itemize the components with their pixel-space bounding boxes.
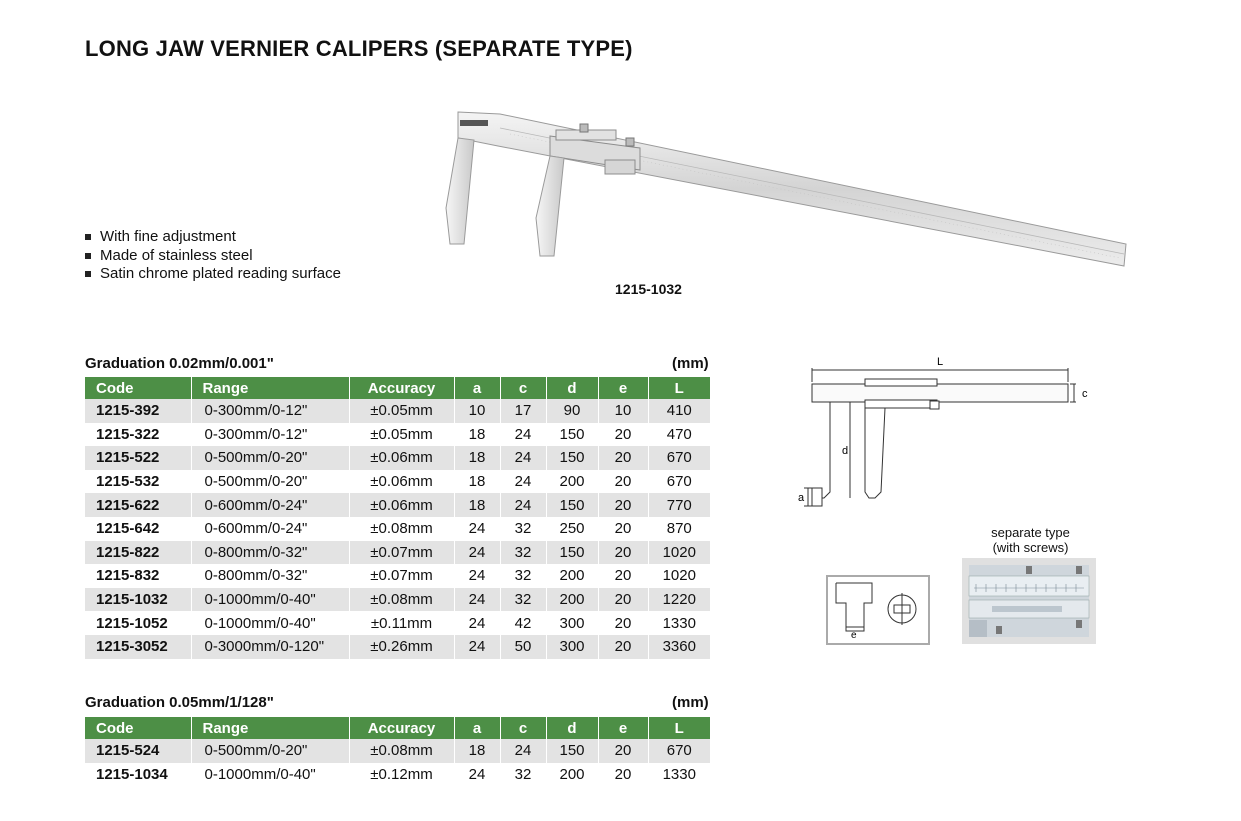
table-row (85, 470, 710, 494)
table-cell: 1330 (648, 611, 710, 635)
table-cell: 0-300mm/0-12" (191, 423, 349, 447)
feature-item: Made of stainless steel (85, 247, 341, 266)
model-code-cell: 1215-524 (85, 739, 191, 763)
table-cell: 670 (648, 446, 710, 470)
table-cell: 20 (598, 470, 648, 494)
table-cell: 50 (500, 635, 546, 659)
column-header: Range (191, 717, 349, 739)
table-row (85, 493, 710, 517)
table-cell: 200 (546, 588, 598, 612)
table-cell: 20 (598, 564, 648, 588)
table-cell: 24 (500, 739, 546, 763)
page-title: LONG JAW VERNIER CALIPERS (SEPARATE TYPE) (85, 36, 633, 61)
model-code-cell: 1215-392 (85, 399, 191, 423)
caliper-product-image (440, 108, 1130, 268)
table-cell: 200 (546, 564, 598, 588)
table-cell: 20 (598, 493, 648, 517)
table-cell: 0-1000mm/0-40" (191, 588, 349, 612)
spec-table-2 (85, 717, 710, 786)
table-cell: 32 (500, 564, 546, 588)
table-cell: 0-800mm/0-32" (191, 564, 349, 588)
table-cell: 24 (454, 635, 500, 659)
table2-unit: (mm) (672, 694, 709, 711)
column-header: c (500, 377, 546, 399)
table-cell: 32 (500, 517, 546, 541)
table-row (85, 564, 710, 588)
table-cell: 150 (546, 493, 598, 517)
model-code-cell: 1215-642 (85, 517, 191, 541)
dim-label-d: d (842, 445, 849, 457)
table-row (85, 763, 710, 787)
dim-label-e: e (851, 630, 857, 641)
table-cell: ±0.05mm (349, 399, 454, 423)
table2-graduation: Graduation 0.05mm/1/128" (85, 694, 274, 711)
column-header: e (598, 377, 648, 399)
model-code-cell: 1215-3052 (85, 635, 191, 659)
table-cell: 18 (454, 493, 500, 517)
column-header: Accuracy (349, 717, 454, 739)
table-cell: ±0.08mm (349, 739, 454, 763)
table-cell: 24 (454, 541, 500, 565)
model-code-cell: 1215-532 (85, 470, 191, 494)
table-cell: 32 (500, 763, 546, 787)
jaw-detail-diagram (826, 575, 930, 645)
column-header: Code (85, 717, 191, 739)
table-row (85, 611, 710, 635)
dim-label-a: a (798, 492, 805, 504)
table-row (85, 517, 710, 541)
column-header: L (648, 717, 710, 739)
table-cell: 17 (500, 399, 546, 423)
dim-label-c: c (1082, 388, 1088, 400)
table-cell: 870 (648, 517, 710, 541)
table-cell: 670 (648, 470, 710, 494)
table-row (85, 541, 710, 565)
table-cell: ±0.05mm (349, 423, 454, 447)
table-cell: 18 (454, 446, 500, 470)
table-cell: 0-500mm/0-20" (191, 470, 349, 494)
table-cell: 250 (546, 517, 598, 541)
table-cell: ±0.07mm (349, 564, 454, 588)
model-code-cell: 1215-622 (85, 493, 191, 517)
table-cell: 20 (598, 517, 648, 541)
table-cell: 150 (546, 739, 598, 763)
table-cell: 24 (454, 564, 500, 588)
table-cell: ±0.07mm (349, 541, 454, 565)
table-cell: ±0.06mm (349, 470, 454, 494)
spec-table-1 (85, 377, 710, 659)
table-cell: 1220 (648, 588, 710, 612)
table-cell: 42 (500, 611, 546, 635)
table-cell: 0-3000mm/0-120" (191, 635, 349, 659)
table-cell: 0-1000mm/0-40" (191, 763, 349, 787)
model-code-cell: 1215-322 (85, 423, 191, 447)
table-cell: 300 (546, 611, 598, 635)
table-cell: 24 (500, 446, 546, 470)
table-cell: ±0.08mm (349, 517, 454, 541)
model-code-cell: 1215-832 (85, 564, 191, 588)
table-cell: 20 (598, 423, 648, 447)
table-cell: 24 (454, 763, 500, 787)
table-row (85, 635, 710, 659)
dimension-diagram (790, 352, 1090, 517)
table-cell: 24 (454, 611, 500, 635)
table-header-row (85, 717, 710, 739)
separate-type-detail-image (962, 558, 1096, 644)
table-cell: 300 (546, 635, 598, 659)
table-cell: 20 (598, 611, 648, 635)
table-cell: 670 (648, 739, 710, 763)
table-cell: 24 (500, 493, 546, 517)
column-header: d (546, 377, 598, 399)
column-header: d (546, 717, 598, 739)
table-cell: 20 (598, 635, 648, 659)
feature-item: Satin chrome plated reading surface (85, 265, 341, 284)
table-cell: 200 (546, 763, 598, 787)
table-cell: ±0.06mm (349, 446, 454, 470)
table-cell: 1020 (648, 541, 710, 565)
table-cell: 20 (598, 739, 648, 763)
table-cell: 18 (454, 739, 500, 763)
table-row (85, 446, 710, 470)
column-header: a (454, 717, 500, 739)
table-cell: 770 (648, 493, 710, 517)
column-header: L (648, 377, 710, 399)
table-cell: 150 (546, 541, 598, 565)
model-code-cell: 1215-1034 (85, 763, 191, 787)
model-code-cell: 1215-822 (85, 541, 191, 565)
table-cell: ±0.06mm (349, 493, 454, 517)
table-row (85, 588, 710, 612)
table-cell: 410 (648, 399, 710, 423)
table-cell: 24 (454, 588, 500, 612)
table-cell: 0-500mm/0-20" (191, 739, 349, 763)
column-header: Code (85, 377, 191, 399)
table-cell: 24 (500, 470, 546, 494)
column-header: e (598, 717, 648, 739)
table-cell: 10 (598, 399, 648, 423)
table-cell: ±0.11mm (349, 611, 454, 635)
column-header: Range (191, 377, 349, 399)
table-cell: 1330 (648, 763, 710, 787)
table-cell: 0-500mm/0-20" (191, 446, 349, 470)
feature-item: With fine adjustment (85, 228, 341, 247)
column-header: Accuracy (349, 377, 454, 399)
table-cell: 0-600mm/0-24" (191, 517, 349, 541)
table-row (85, 739, 710, 763)
table-cell: 0-1000mm/0-40" (191, 611, 349, 635)
table-cell: 200 (546, 470, 598, 494)
table-header-row (85, 377, 710, 399)
table1-graduation: Graduation 0.02mm/0.001" (85, 355, 274, 372)
table-cell: 0-800mm/0-32" (191, 541, 349, 565)
table-cell: 32 (500, 541, 546, 565)
table-cell: 90 (546, 399, 598, 423)
table-cell: 20 (598, 446, 648, 470)
table-cell: 20 (598, 763, 648, 787)
table-cell: 0-300mm/0-12" (191, 399, 349, 423)
table-cell: 18 (454, 470, 500, 494)
table1-unit: (mm) (672, 355, 709, 372)
model-code-cell: 1215-1032 (85, 588, 191, 612)
table-cell: 24 (454, 517, 500, 541)
table-cell: 1020 (648, 564, 710, 588)
table-cell: ±0.12mm (349, 763, 454, 787)
table-cell: ±0.26mm (349, 635, 454, 659)
table-cell: 10 (454, 399, 500, 423)
table-cell: 32 (500, 588, 546, 612)
table-cell: ±0.08mm (349, 588, 454, 612)
column-header: c (500, 717, 546, 739)
table-row (85, 423, 710, 447)
table-cell: 20 (598, 588, 648, 612)
table-cell: 150 (546, 423, 598, 447)
table-cell: 150 (546, 446, 598, 470)
separate-type-label: separate type (with screws) (991, 525, 1070, 555)
table-cell: 3360 (648, 635, 710, 659)
table-cell: 20 (598, 541, 648, 565)
model-code-cell: 1215-522 (85, 446, 191, 470)
model-code-cell: 1215-1052 (85, 611, 191, 635)
table-cell: 0-600mm/0-24" (191, 493, 349, 517)
table-cell: 18 (454, 423, 500, 447)
photo-model-code: 1215-1032 (615, 281, 682, 297)
column-header: a (454, 377, 500, 399)
feature-list (85, 228, 341, 284)
table-cell: 24 (500, 423, 546, 447)
dim-label-l: L (936, 356, 944, 368)
table-cell: 470 (648, 423, 710, 447)
table-row (85, 399, 710, 423)
